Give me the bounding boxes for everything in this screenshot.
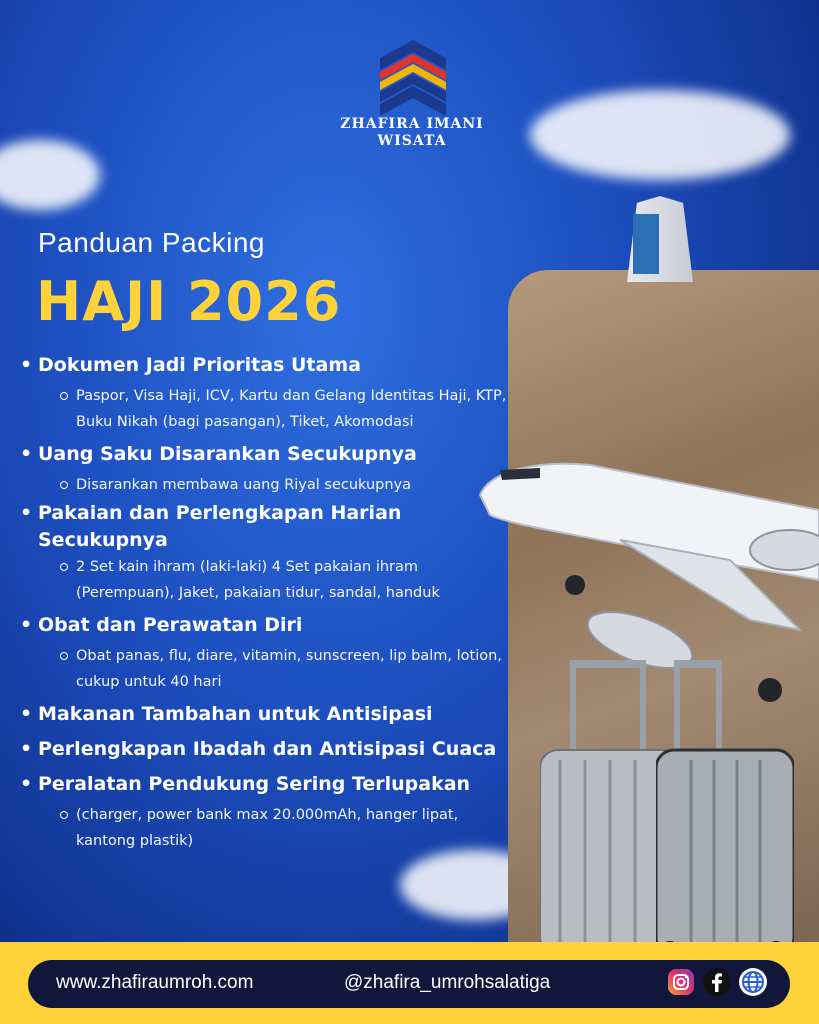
list-item bbox=[18, 500, 528, 606]
list-item-heading: • Peralatan Pendukung Sering Terlupakan bbox=[38, 771, 528, 798]
brand-line-1: ZHAFIRA IMANI bbox=[340, 116, 484, 132]
list-item-heading: • Perlengkapan Ibadah dan Antisipasi Cuaca bbox=[38, 736, 528, 763]
page-subtitle: Panduan Packing bbox=[38, 227, 266, 258]
list-item-detail: 2 Set kain ihram (laki-laki) 4 Set pakaian ihram (Perempuan), Jaket, pakaian tidur, sandal, handuk bbox=[38, 554, 506, 606]
brand-logo-icon bbox=[380, 40, 446, 116]
list-item-detail: Obat panas, flu, diare, vitamin, sunscreen, lip balm, lotion, cukup untuk 40 hari bbox=[38, 643, 546, 695]
monument-panel bbox=[633, 214, 659, 274]
list-item-heading: • Uang Saku Disarankan Secukupnya bbox=[38, 441, 528, 468]
list-item bbox=[18, 736, 528, 763]
silver-suitcase-image bbox=[656, 660, 794, 960]
list-item bbox=[18, 612, 528, 695]
instagram-handle-link[interactable]: @zhafira_umrohsalatiga bbox=[344, 972, 551, 993]
globe-icon[interactable] bbox=[738, 967, 768, 997]
brand-name bbox=[330, 116, 494, 150]
list-item bbox=[18, 441, 528, 498]
list-item-detail: (charger, power bank max 20.000mAh, hanger lipat, kantong plastik) bbox=[38, 802, 516, 854]
list-item-heading: • Obat dan Perawatan Diri bbox=[38, 612, 528, 639]
list-item-detail: Paspor, Visa Haji, ICV, Kartu dan Gelang Identitas Haji, KTP, Buku Nikah (bagi pasangan), Tiket, Akomodasi bbox=[38, 383, 528, 435]
instagram-icon[interactable] bbox=[666, 967, 696, 997]
facebook-icon[interactable] bbox=[702, 967, 732, 997]
website-link[interactable]: www.zhafiraumroh.com bbox=[56, 972, 254, 993]
list-item-detail: Disarankan membawa uang Riyal secukupnya bbox=[38, 472, 528, 498]
page-title: HAJI 2026 bbox=[36, 270, 342, 333]
cloud bbox=[530, 90, 790, 180]
packing-checklist bbox=[18, 352, 528, 860]
brand-line-2: WISATA bbox=[377, 133, 447, 149]
list-item-heading: • Dokumen Jadi Prioritas Utama bbox=[38, 352, 528, 379]
list-item-heading: • Makanan Tambahan untuk Antisipasi bbox=[38, 701, 528, 728]
list-item bbox=[18, 701, 528, 728]
list-item bbox=[18, 771, 528, 854]
list-item bbox=[18, 352, 528, 435]
list-item-heading: • Pakaian dan Perlengkapan Harian Secukupnya bbox=[38, 500, 458, 554]
